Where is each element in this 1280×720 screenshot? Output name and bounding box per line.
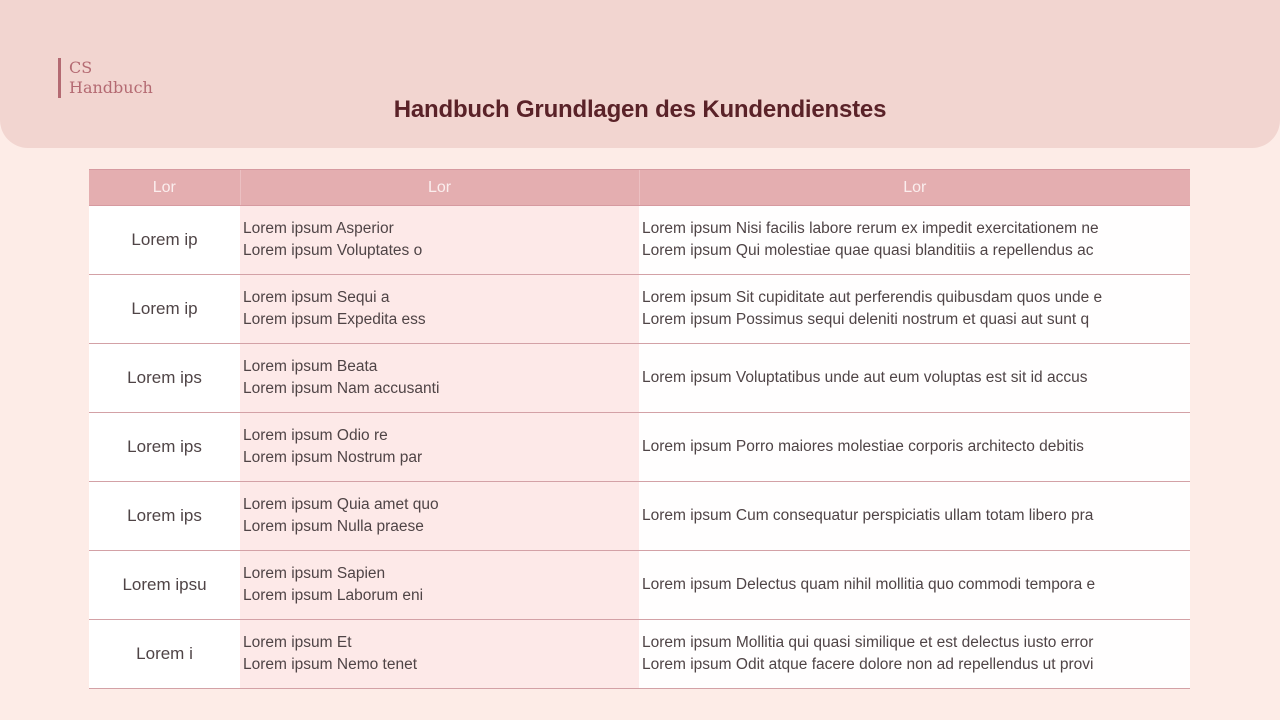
detail-line: Lorem ipsum Delectus quam nihil mollitia quo commodi tempora e: [642, 576, 1096, 593]
row-summary-cell: [240, 620, 639, 689]
table-header-row: [89, 170, 1190, 206]
summary-line: Lorem ipsum Asperior: [243, 220, 394, 237]
summary-line: Lorem ipsum Nostrum par: [243, 449, 423, 466]
detail-line: Lorem ipsum Sit cupiditate aut perferendis quibusdam quos unde e: [642, 289, 1103, 306]
detail-line: Lorem ipsum Nisi facilis labore rerum ex impedit exercitationem ne: [642, 220, 1099, 237]
row-summary-cell: [240, 206, 639, 275]
row-summary-cell: [240, 344, 639, 413]
column-header: Lor: [89, 170, 240, 206]
row-label: Lorem ip: [89, 275, 240, 344]
summary-line: Lorem ipsum Laborum eni: [243, 587, 424, 604]
summary-line: Lorem ipsum Nam accusanti: [243, 380, 440, 397]
row-detail-cell: [639, 344, 1190, 413]
table-row: [89, 206, 1190, 275]
content-table-container: [89, 169, 1190, 689]
summary-line: Lorem ipsum Nulla praese: [243, 518, 424, 535]
row-label: Lorem ip: [89, 206, 240, 275]
content-table: [89, 169, 1190, 689]
row-summary-cell: [240, 482, 639, 551]
summary-line: Lorem ipsum Nemo tenet: [243, 656, 418, 673]
summary-line: Lorem ipsum Beata: [243, 358, 378, 375]
table-row: [89, 482, 1190, 551]
brand-line-2: Handbuch: [69, 78, 153, 97]
summary-line: Lorem ipsum Odio re: [243, 427, 388, 444]
row-label: Lorem ips: [89, 344, 240, 413]
row-detail-cell: [639, 275, 1190, 344]
detail-line: Lorem ipsum Mollitia qui quasi similique et est delectus iusto error: [642, 634, 1094, 651]
row-summary-cell: [240, 275, 639, 344]
summary-line: Lorem ipsum Sequi a: [243, 289, 390, 306]
detail-line: Lorem ipsum Odit atque facere dolore non ad repellendus ut provi: [642, 656, 1094, 673]
row-summary-cell: [240, 551, 639, 620]
row-detail-cell: [639, 206, 1190, 275]
summary-line: Lorem ipsum Sapien: [243, 565, 386, 582]
table-row: [89, 275, 1190, 344]
row-label: Lorem ipsu: [89, 551, 240, 620]
detail-line: Lorem ipsum Qui molestiae quae quasi blanditiis a repellendus ac: [642, 242, 1094, 259]
row-summary-cell: [240, 413, 639, 482]
brand-line-1: CS: [69, 58, 93, 77]
row-detail-cell: [639, 620, 1190, 689]
row-label: Lorem i: [89, 620, 240, 689]
table-row: [89, 551, 1190, 620]
summary-line: Lorem ipsum Et: [243, 634, 352, 651]
row-label: Lorem ips: [89, 413, 240, 482]
table-row: [89, 344, 1190, 413]
page-title: Handbuch Grundlagen des Kundendienstes: [393, 96, 887, 123]
detail-line: Lorem ipsum Cum consequatur perspiciatis ullam totam libero pra: [642, 507, 1094, 524]
detail-line: Lorem ipsum Possimus sequi deleniti nostrum et quasi aut sunt q: [642, 311, 1090, 328]
column-header: Lor: [639, 170, 1190, 206]
summary-line: Lorem ipsum Quia amet quo: [243, 496, 439, 513]
row-label: Lorem ips: [89, 482, 240, 551]
summary-line: Lorem ipsum Voluptates o: [243, 242, 423, 259]
detail-line: Lorem ipsum Voluptatibus unde aut eum voluptas est sit id accus: [642, 369, 1088, 386]
table-row: [89, 413, 1190, 482]
row-detail-cell: [639, 413, 1190, 482]
summary-line: Lorem ipsum Expedita ess: [243, 311, 426, 328]
column-header: Lor: [240, 170, 639, 206]
brand-logo: [58, 58, 153, 98]
header-band: [0, 0, 1280, 148]
table-row: [89, 620, 1190, 689]
row-detail-cell: [639, 551, 1190, 620]
row-detail-cell: [639, 482, 1190, 551]
detail-line: Lorem ipsum Porro maiores molestiae corporis architecto debitis: [642, 438, 1084, 455]
